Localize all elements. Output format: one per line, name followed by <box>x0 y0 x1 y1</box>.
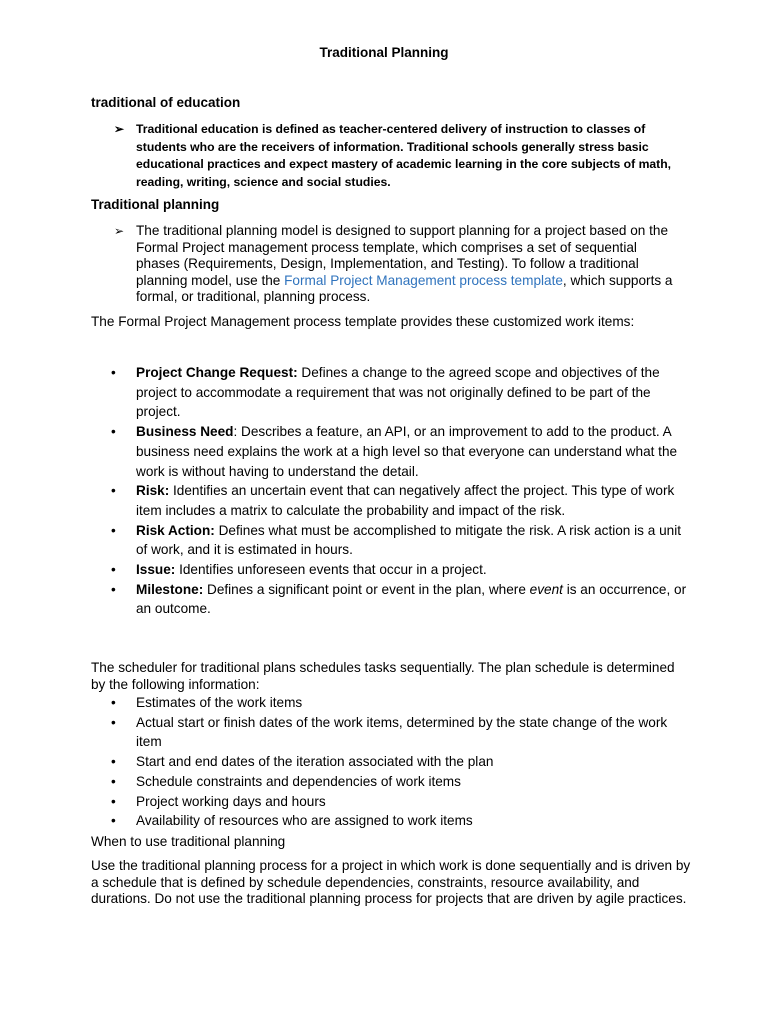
bullet-icon: • <box>111 695 116 710</box>
arrow-bullet-icon: ➢ <box>114 224 125 238</box>
scheduler-intro: The scheduler for traditional plans schedules tasks sequentially. The plan schedule is determined by the following information: <box>91 660 675 692</box>
item-term: Risk Action: <box>136 522 215 538</box>
bullet-icon: • <box>111 714 116 730</box>
schedule-item-text: Actual start or finish dates of the work items, determined by the state change of the work item <box>136 714 668 750</box>
list-item <box>108 521 688 560</box>
bullet-icon: • <box>111 793 116 809</box>
item-desc-emphasis: event <box>529 581 563 597</box>
planning-text-part: The traditional planning model is designed to support planning for a project based on the Formal Project management process template, which comprises a set of sequential phases (Requirements, Design, Implementation, and Testing). To follow a traditional planning model, use the <box>136 223 669 288</box>
item-term: Milestone: <box>136 581 204 597</box>
when-text: Use the traditional planning process for a project in which work is done sequentially and is driven by a schedule that is defined by schedule dependencies, constraints, resource availability, and durations. Do not use the traditional planning process for projects that are driven by agile practices. <box>91 858 691 906</box>
schedule-item-text: Project working days and hours <box>136 793 326 809</box>
item-desc: Defines what must be accomplished to mitigate the risk. A risk action is a unit of work, and it is estimated in hours. <box>136 522 681 558</box>
bullet-icon: • <box>111 424 116 440</box>
arrow-bullet-icon: ➢ <box>114 122 125 136</box>
bullet-icon: • <box>111 581 116 597</box>
item-desc: Defines a significant point or event in the plan, where <box>203 581 530 597</box>
item-desc: Identifies an uncertain event that can negatively affect the project. This type of work item includes a matrix to calculate the probability and impact of the risk. <box>136 483 675 518</box>
item-term: Risk: <box>136 483 170 499</box>
bullet-icon: • <box>111 773 116 789</box>
education-bullet <box>114 121 684 192</box>
list-item <box>108 693 688 713</box>
education-heading: traditional of education <box>91 95 241 110</box>
list-item <box>108 422 688 481</box>
planning-text <box>136 223 684 306</box>
item-desc: Identifies unforeseen events that occur in a project. <box>175 562 487 578</box>
bullet-icon: • <box>111 483 116 499</box>
list-item <box>108 363 688 422</box>
bullet-icon: • <box>111 754 116 770</box>
schedule-item-text: Schedule constraints and dependencies of work items <box>136 773 461 789</box>
schedule-item-text: Estimates of the work items <box>136 695 303 710</box>
planning-bullet <box>114 223 684 306</box>
planning-text-part: , which supports a formal, or traditional, planning process. <box>136 272 673 304</box>
list-item <box>108 792 688 812</box>
bullet-icon: • <box>111 522 116 538</box>
bullet-icon: • <box>111 813 116 829</box>
list-item <box>108 772 688 792</box>
item-desc: : Describes a feature, an API, or an improvement to add to the product. A business need explains the work at a high level so that everyone can understand what the work is without having to understand the detail. <box>136 424 678 479</box>
template-intro: The Formal Project Management process template provides these customized work items: <box>91 314 635 329</box>
bullet-icon: • <box>111 562 116 578</box>
schedule-list <box>108 693 688 831</box>
list-item <box>108 713 688 752</box>
page-title: Traditional Planning <box>319 45 449 60</box>
item-term: Business Need <box>136 424 234 440</box>
item-desc: is an occurrence, or an outcome. <box>136 581 687 617</box>
work-items-list <box>108 363 688 619</box>
schedule-item-text: Availability of resources who are assigned to work items <box>136 813 473 829</box>
bullet-icon: • <box>111 365 116 380</box>
item-term: Project Change Request: <box>136 365 298 380</box>
when-heading: When to use traditional planning <box>91 834 286 849</box>
list-item <box>108 560 688 580</box>
list-item <box>108 752 688 772</box>
formal-template-link[interactable]: Formal Project Management process template <box>284 272 563 288</box>
item-desc: Defines a change to the agreed scope and objectives of the project to accommodate a requirement that was not originally defined to be part of the project. <box>136 365 660 420</box>
planning-heading: Traditional planning <box>91 197 220 212</box>
schedule-item-text: Start and end dates of the iteration associated with the plan <box>136 754 494 770</box>
list-item <box>108 580 688 619</box>
education-text: Traditional education is defined as teacher-centered delivery of instruction to classes of students who are the receivers of information. Traditional schools generally stress basic educational practices and expect mastery of academic learning in the core subjects of math, reading, writing, science and social studies. <box>136 122 672 190</box>
item-term: Issue: <box>136 562 176 578</box>
list-item <box>108 481 688 520</box>
list-item <box>108 811 688 831</box>
